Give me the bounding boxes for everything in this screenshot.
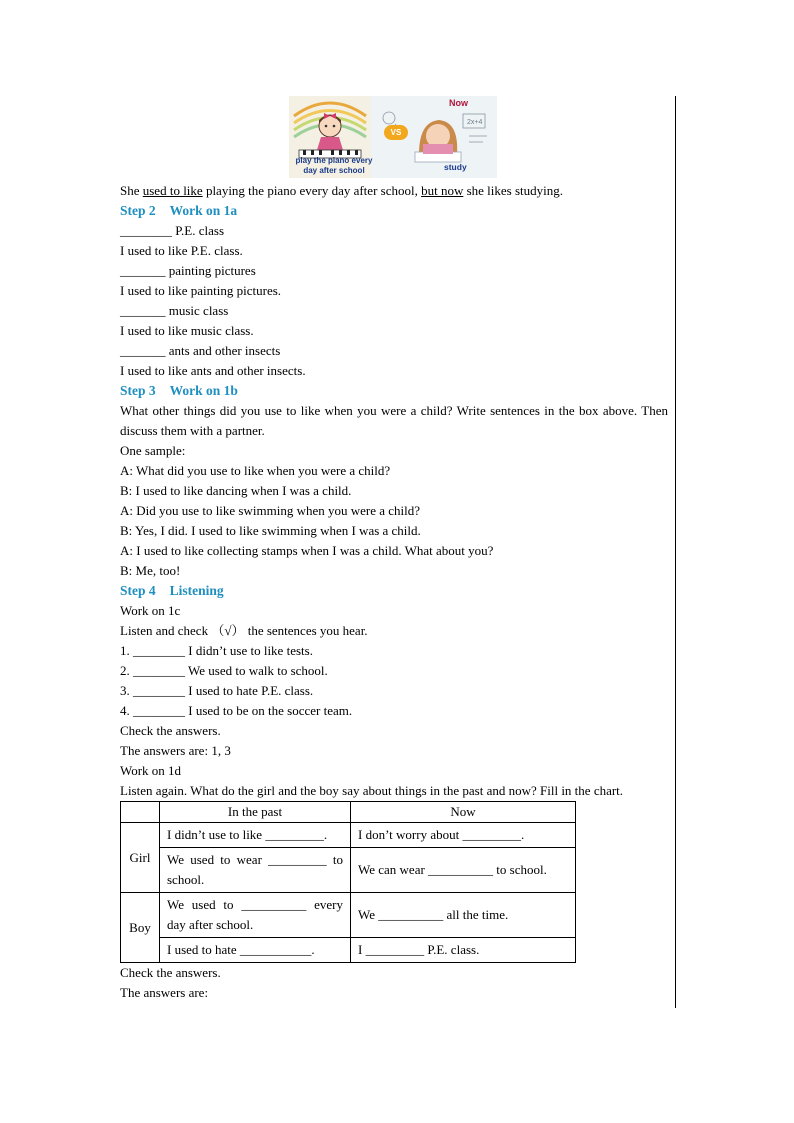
step2-heading: [120, 201, 668, 221]
instruction-1c: Listen and check （√） the sentences you hear.: [120, 623, 368, 638]
dialogue-line: B: Yes, I did. I used to like swimming when I was a child.: [120, 523, 421, 538]
check-answers-2: Check the answers.: [120, 965, 221, 980]
cell-now: We can wear __________ to school.: [351, 848, 576, 893]
sample-label: One sample:: [120, 443, 186, 458]
step2-line: ________ P.E. class: [120, 223, 224, 238]
step4-heading: [120, 581, 668, 601]
cell-past: We used to wear _________ to school.: [160, 848, 351, 893]
worksheet: [120, 96, 668, 1003]
cell-past: I used to hate ___________.: [160, 938, 351, 963]
check-answers-1: Check the answers.: [120, 723, 221, 738]
girl-label: Girl: [121, 823, 160, 893]
step2-line: _______ ants and other insects: [120, 343, 281, 358]
instruction-1d: Listen again. What do the girl and the boy say about things in the past and now? Fill in the chart.: [120, 783, 624, 798]
chart-header-row: [121, 802, 576, 823]
step2-line: _______ painting pictures: [120, 263, 256, 278]
intro-illustration: [289, 96, 497, 178]
header-now: Now: [351, 802, 576, 823]
dialogue-line: B: Me, too!: [120, 563, 181, 578]
check-item: 1. ________ I didn’t use to like tests.: [120, 643, 313, 658]
intro-text-3: she likes studying.: [463, 183, 564, 198]
vs-badge: VS: [384, 125, 408, 140]
intro-underline-2: but now: [421, 183, 464, 198]
step2-line: _______ music class: [120, 303, 229, 318]
intro-text-1: She: [120, 183, 143, 198]
svg-text:2x+4: 2x+4: [467, 119, 483, 126]
cell-now: We __________ all the time.: [351, 893, 576, 938]
past-now-chart: [120, 801, 576, 963]
cell-past: We used to __________ every day after school.: [160, 893, 351, 938]
table-row: [121, 893, 576, 938]
check-item: 4. ________ I used to be on the soccer team.: [120, 703, 353, 718]
chart-corner: [121, 802, 160, 823]
check-item: 2. ________ We used to walk to school.: [120, 663, 328, 678]
boy-label: Boy: [121, 893, 160, 963]
step2-line: I used to like P.E. class.: [120, 243, 243, 258]
cell-past: I didn’t use to like _________.: [160, 823, 351, 848]
intro-underline-1: used to like: [142, 183, 203, 198]
dialogue-line: A: I used to like collecting stamps when I was a child. What about you?: [120, 543, 494, 558]
cell-now: I _________ P.E. class.: [351, 938, 576, 963]
check-item: 3. ________ I used to hate P.E. class.: [120, 683, 314, 698]
work-1d-label: Work on 1d: [120, 763, 182, 778]
table-row: [121, 938, 576, 963]
step2-line: I used to like music class.: [120, 323, 254, 338]
step3-number: Step 3: [120, 383, 156, 398]
work-1c-label: Work on 1c: [120, 603, 181, 618]
intro-text-2: playing the piano every day after school,: [202, 183, 422, 198]
header-past: In the past: [160, 802, 351, 823]
right-margin-rule: [675, 96, 676, 1008]
table-row: [121, 848, 576, 893]
dialogue-line: A: Did you use to like swimming when you were a child?: [120, 503, 421, 518]
step3-title: Work on 1b: [169, 383, 238, 398]
step2-line: I used to like ants and other insects.: [120, 363, 306, 378]
table-row: [121, 823, 576, 848]
step2-number: Step 2: [120, 203, 156, 218]
dialogue-line: A: What did you use to like when you were a child?: [120, 463, 391, 478]
study-caption: study: [444, 162, 467, 172]
step2-title: Work on 1a: [169, 203, 238, 218]
step3-heading: [120, 381, 668, 401]
step3-instruction: What other things did you use to like when you were a child? Write sentences in the box above. Then discuss them with a partner.: [120, 403, 668, 438]
cell-now: I don’t worry about _________.: [351, 823, 576, 848]
answers-1: The answers are: 1, 3: [120, 743, 231, 758]
dialogue-line: B: I used to like dancing when I was a child.: [120, 483, 352, 498]
now-caption: Now: [449, 98, 468, 108]
intro-sentence: [120, 181, 668, 201]
piano-caption: play the piano every day after school: [295, 156, 373, 175]
answers-2: The answers are:: [120, 985, 209, 1000]
step2-line: I used to like painting pictures.: [120, 283, 282, 298]
step4-number: Step 4: [120, 583, 156, 598]
step4-title: Listening: [169, 583, 224, 598]
